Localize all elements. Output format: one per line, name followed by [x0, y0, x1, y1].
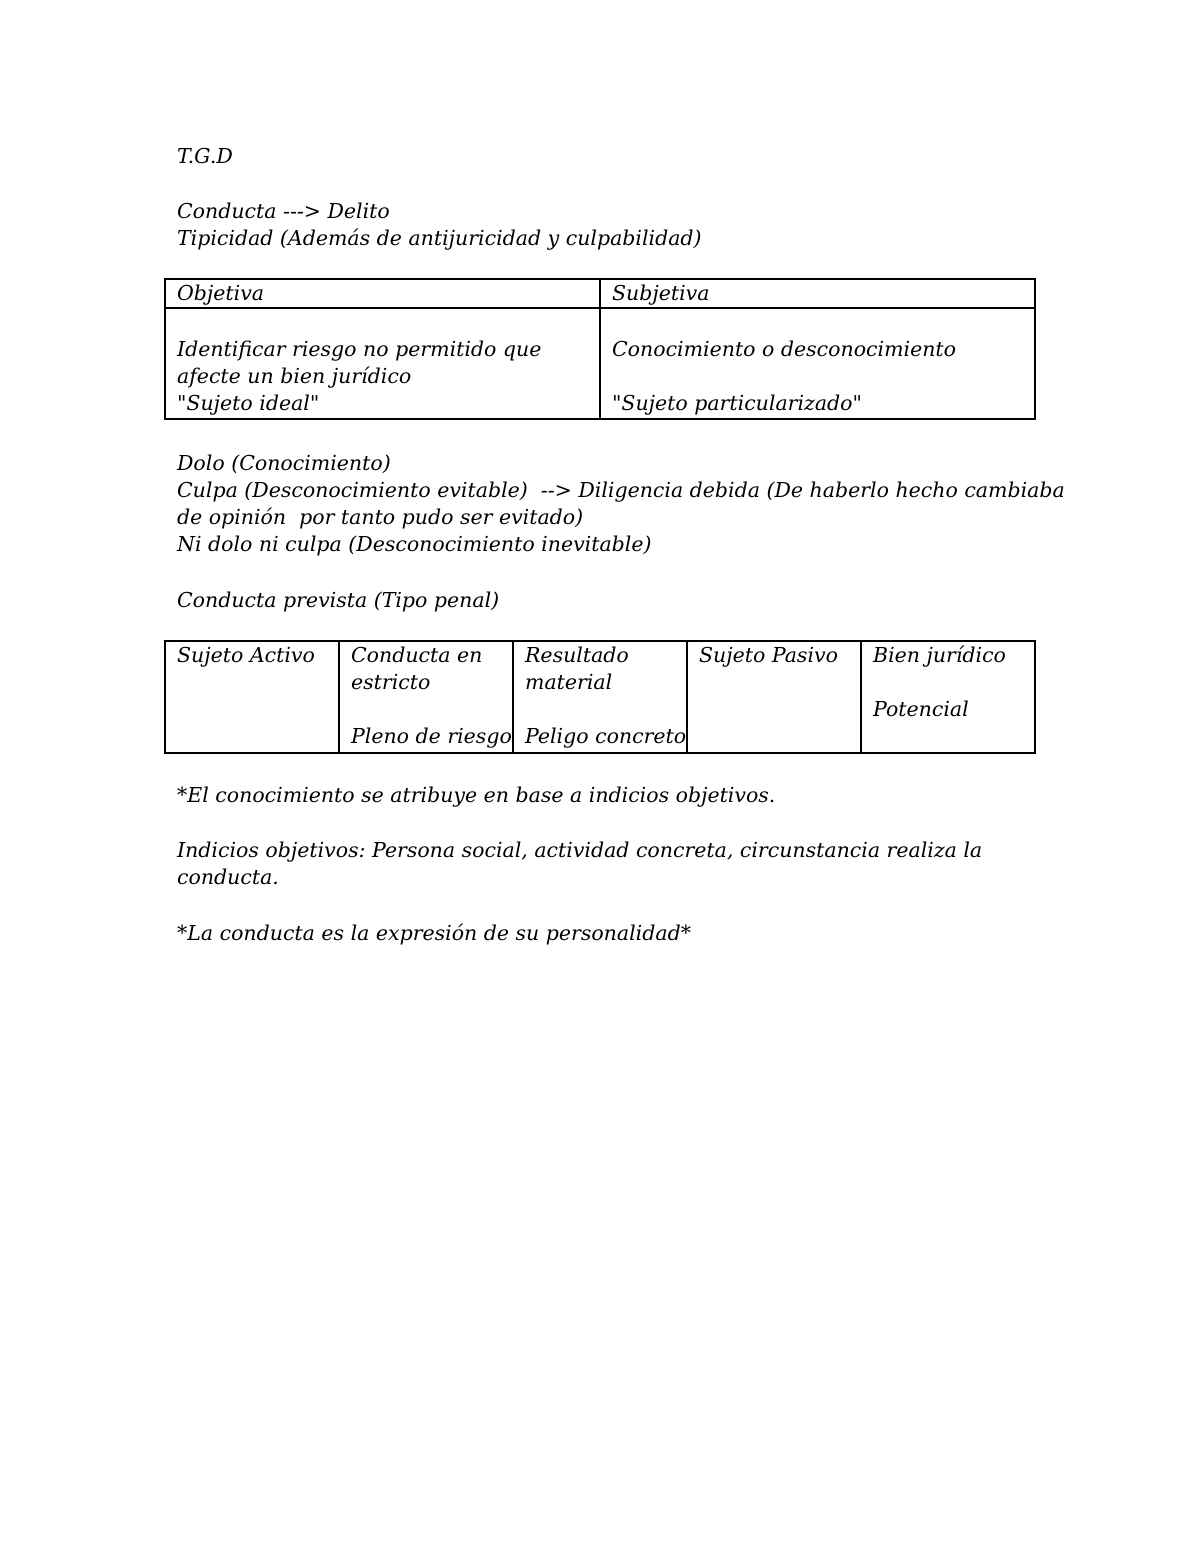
indicios-line-1: Indicios objetivos: Persona social, actividad concreta, circunstancia realiza la: [177, 838, 983, 862]
peligro-concreto: Peligo concreto: [525, 724, 687, 748]
indicios-line-2: conducta.: [177, 865, 279, 889]
conducta-estricto-cell: [339, 641, 513, 753]
heading-text: T.G.D: [177, 144, 233, 168]
intro-line-2: Tipicidad (Además de antijuricidad y culpabilidad): [177, 226, 702, 250]
culpa-line-1: Culpa (Desconocimiento evitable) --> Diligencia debida (De haberlo hecho cambiaba: [177, 478, 1065, 502]
header-subjetiva: Subjetiva: [612, 281, 710, 305]
resultado-material-cell: [513, 641, 687, 753]
objetiva-cell: [165, 308, 600, 419]
conducta-estricto-line-1: Conducta en: [351, 643, 483, 667]
bien-juridico: Bien jurídico: [873, 643, 1006, 667]
note-conocimiento: *El conocimiento se atribuye en base a indicios objetivos.: [177, 783, 776, 807]
subjetiva-text: Conocimiento o desconocimiento: [612, 337, 956, 361]
resultado-material-spacer: [525, 696, 676, 723]
dolo-culpa-block: [177, 450, 1065, 558]
intro-line-1: Conducta ---> Delito: [177, 199, 390, 223]
header-objetiva: Objetiva: [177, 281, 265, 305]
tipicidad-header-row: [165, 279, 1035, 308]
conducta-prevista-block: [177, 587, 1037, 614]
sujeto-pasivo: Sujeto Pasivo: [699, 643, 838, 667]
note-personalidad-block: [177, 920, 1037, 947]
conducta-prevista-line: Conducta prevista (Tipo penal): [177, 588, 500, 612]
tipo-penal-table: [164, 640, 1036, 754]
tipo-penal-row: [165, 641, 1035, 753]
header-subjetiva-cell: [600, 279, 1035, 308]
intro-block: [177, 198, 1037, 252]
subjetiva-note: "Sujeto particularizado": [612, 391, 862, 415]
resultado-material-line-2: material: [525, 670, 613, 694]
bien-juridico-spacer: [873, 669, 1024, 696]
subjetiva-spacer: [612, 309, 1024, 336]
dolo-line: Dolo (Conocimiento): [177, 451, 391, 475]
sujeto-pasivo-cell: [687, 641, 861, 753]
objetiva-text: Identificar riesgo no permitido que afecte un bien jurídico: [177, 337, 542, 388]
tipicidad-body-row: [165, 308, 1035, 419]
resultado-material-line-1: Resultado: [525, 643, 629, 667]
objetiva-note: "Sujeto ideal": [177, 391, 320, 415]
indicios-block: [177, 837, 1037, 891]
ni-dolo-line: Ni dolo ni culpa (Desconocimiento inevitable): [177, 532, 652, 556]
sujeto-activo: Sujeto Activo: [177, 643, 315, 667]
bien-juridico-cell: [861, 641, 1035, 753]
note-personalidad: *La conducta es la expresión de su personalidad*: [177, 921, 691, 945]
document-heading: [177, 143, 1037, 170]
subjetiva-cell: [600, 308, 1035, 419]
header-objetiva-cell: [165, 279, 600, 308]
objetiva-spacer: [177, 309, 589, 336]
note-conocimiento-block: [177, 782, 1037, 809]
culpa-line-2: de opinión por tanto pudo ser evitado): [177, 505, 584, 529]
sujeto-activo-cell: [165, 641, 339, 753]
potencial: Potencial: [873, 697, 969, 721]
conducta-estricto-spacer: [351, 696, 502, 723]
pleno-riesgo: Pleno de riesgo: [351, 724, 512, 748]
tipicidad-table: [164, 278, 1036, 420]
conducta-estricto-line-2: estricto: [351, 670, 431, 694]
subjetiva-spacer-2: [612, 363, 1024, 390]
